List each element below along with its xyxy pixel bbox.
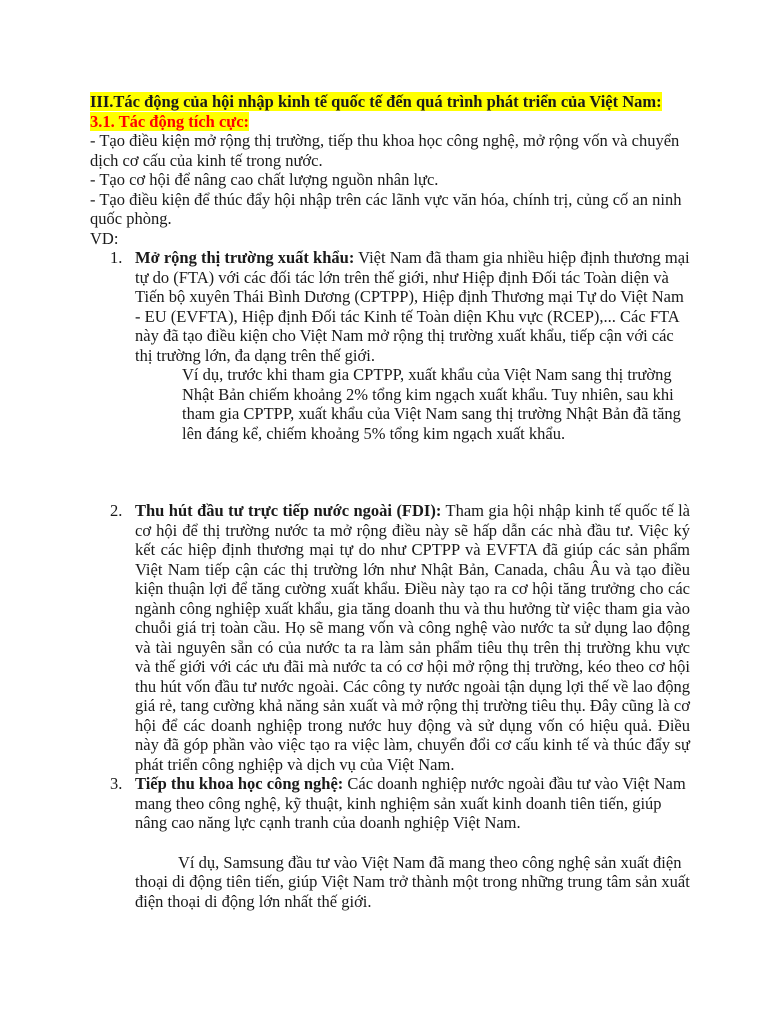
vd-label: VD:: [90, 228, 119, 248]
list-item-2-text: Tham gia hội nhập kinh tế quốc tế là cơ hội để thị trường nước ta mở rộng điều này sẽ hấp dẫn các nhà đầu tư. Việc ký kết các hiệp định thương mại tự do như CPTPP và EVFTA đã giúp các sản phẩm Việt Nam tiếp cận các thị trường lớn như Nhật Bản, Canada, châu Âu và tạo điều kiện thuận lợi để tăng cường xuất khẩu. Điều này tạo ra cơ hội tăng trưởng cho các ngành công nghiệp xuất khẩu, gia tăng doanh thu và thu hưởng từ việc tham gia vào chuỗi giá trị toàn cầu. Họ sẽ mang vốn và công nghệ vào nước ta sử dụng lao động và tài nguyên sẵn có của nước ta ra làm sản phẩm tiêu thụ trên thị trường khu vực và thế giới với các ưu đãi mà nước ta có cơ hội mở rộng thị trường, kéo theo cơ hội thu hút vốn đầu tư nước ngoài. Các công ty nước ngoài tận dụng lợi thế về lao động giá rẻ, tang cường khả năng sản xuất và mở rộng thị trường tiêu thụ. Đây cũng là cơ hội để các doanh nghiệp trong nước huy động và sử dụng vốn có hiệu quả. Điều này đã góp phần vào việc tạo ra việc làm, chuyển đổi cơ cấu kinh tế và thúc đẩy sự phát triển công nghiệp và dịch vụ của Việt Nam.: [135, 501, 690, 774]
document-page: [90, 92, 690, 911]
list-item-1: [90, 248, 690, 365]
list-number-1: 1.: [110, 248, 123, 267]
bullet-line-3: - Tạo điều kiện để thúc đẩy hội nhập trên các lãnh vực văn hóa, chính trị, củng cố an ninh quốc phòng.: [90, 189, 682, 228]
list-number-2: 2.: [110, 501, 123, 520]
list-item-3-example: Ví dụ, Samsung đầu tư vào Việt Nam đã mang theo công nghệ sản xuất điện thoại di động tiên tiến, giúp Việt Nam trở thành một trong những trung tâm sản xuất điện thoại di động lớn nhất thế giới.: [135, 852, 690, 911]
section-title: III.Tác động của hội nhập kinh tế quốc tế đến quá trình phát triển của Việt Nam:: [90, 92, 662, 111]
list-item-2: [90, 501, 690, 774]
list-item-2-title: Thu hút đầu tư trực tiếp nước ngoài (FDI):: [135, 501, 442, 520]
numbered-list: [90, 248, 690, 911]
bullet-line-2: - Tạo cơ hội để nâng cao chất lượng nguồn nhân lực.: [90, 170, 439, 189]
section-heading: [90, 92, 690, 112]
spacer: [90, 833, 690, 853]
list-item-3-title: Tiếp thu khoa học công nghệ:: [135, 774, 344, 793]
list-item-3-text: Các doanh nghiệp nước ngoài đầu tư vào Việt Nam mang theo công nghệ, kỹ thuật, kinh nghiệm sản xuất kinh doanh tiên tiến, giúp nâng cao năng lực cạnh tranh của doanh nghiệp Việt Nam.: [135, 774, 686, 832]
bullet-line-1: - Tạo điều kiện mở rộng thị trường, tiếp thu khoa học công nghệ, mở rộng vốn và chuyển dịch cơ cấu của kinh tế trong nước.: [90, 131, 680, 170]
list-number-3: 3.: [110, 774, 123, 793]
list-item-3: [90, 774, 690, 833]
list-item-1-title: Mở rộng thị trường xuất khẩu:: [135, 248, 355, 267]
spacer: [90, 443, 690, 501]
list-item-1-text: Việt Nam đã tham gia nhiều hiệp định thương mại tự do (FTA) với các đối tác lớn trên thế giới, như Hiệp định Đối tác Toàn diện và Tiến bộ xuyên Thái Bình Dương (CPTPP), Hiệp định Thương mại Tự do Việt Nam - EU (EVFTA), Hiệp định Đối tác Kinh tế Toàn diện Khu vực (RCEP),... Các FTA này đã tạo điều kiện cho Việt Nam mở rộng thị trường xuất khẩu, tiếp cận với các thị trường lớn, đa dạng trên thế giới.: [135, 248, 690, 365]
section-subtitle: 3.1. Tác động tích cực:: [90, 111, 250, 131]
subsection-heading: [90, 112, 690, 132]
list-item-1-example: Ví dụ, trước khi tham gia CPTPP, xuất khẩu của Việt Nam sang thị trường Nhật Bản chiếm khoảng 2% tổng kim ngạch xuất khẩu. Tuy nhiên, sau khi tham gia CPTPP, xuất khẩu của Việt Nam sang thị trường Nhật Bản đã tăng lên đáng kể, chiếm khoảng 5% tổng kim ngạch xuất khẩu.: [182, 365, 681, 443]
